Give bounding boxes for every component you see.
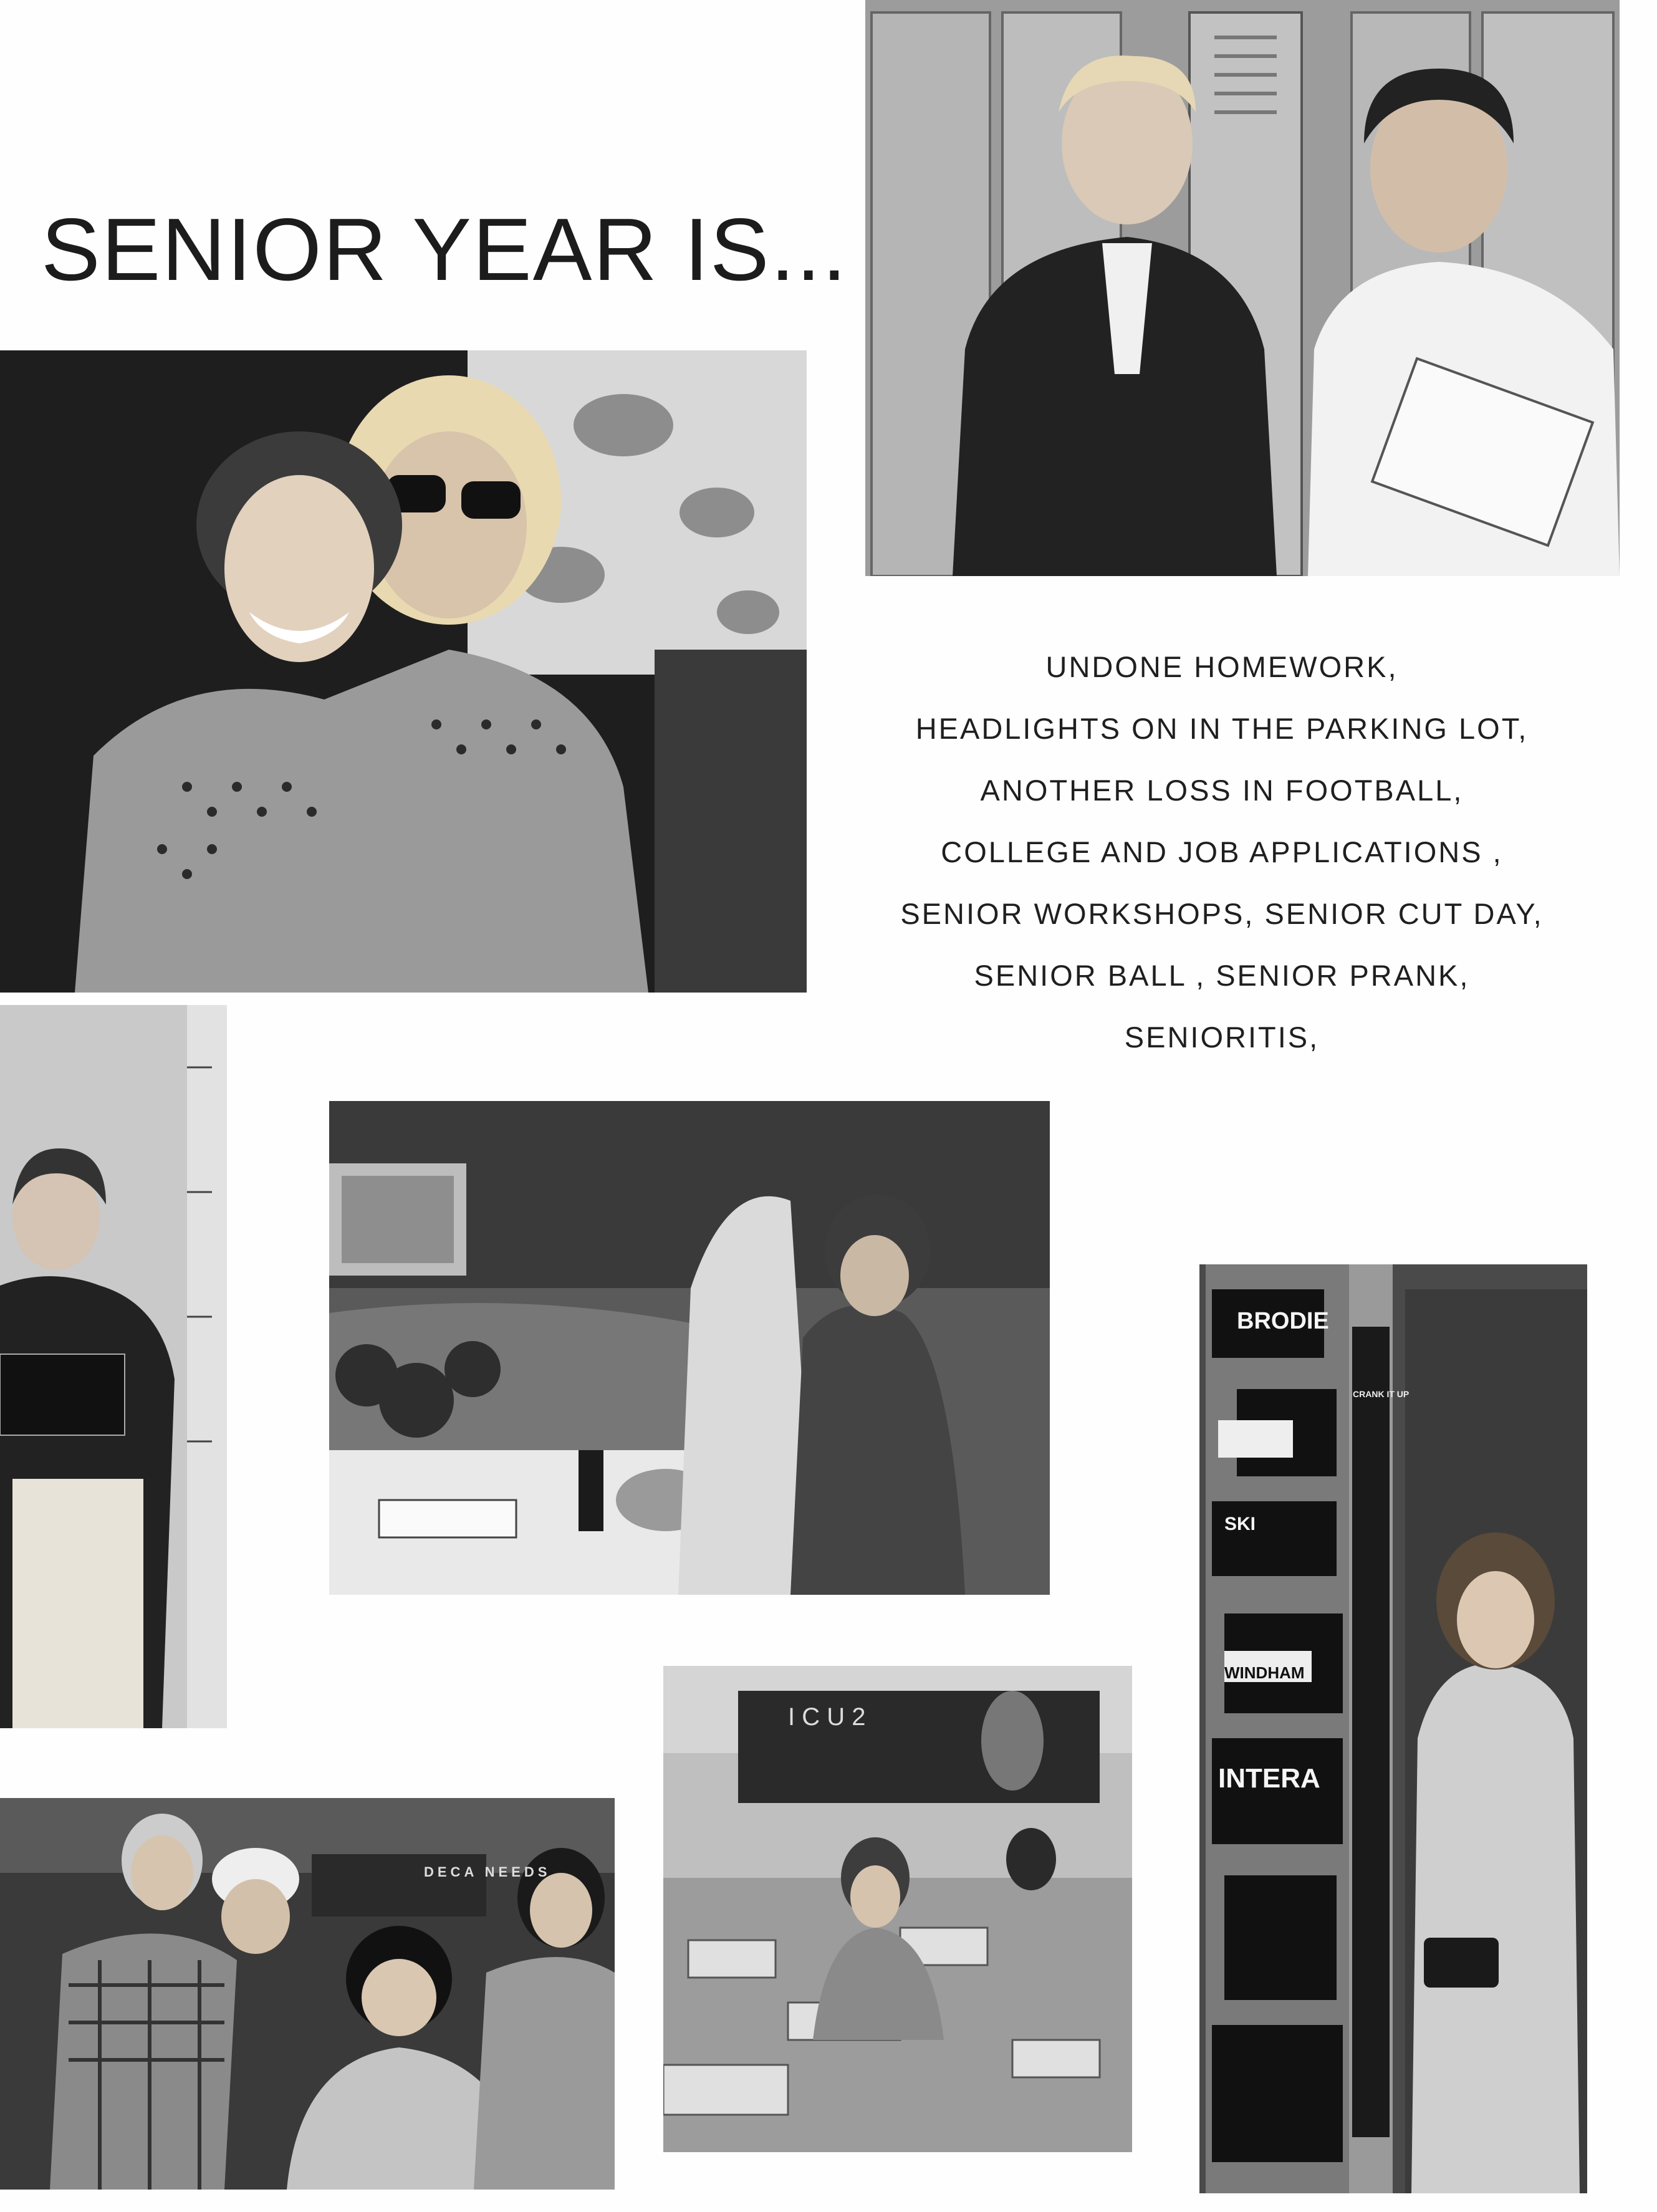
caption-line: SENIOR BALL , SENIOR PRANK, [974,959,1470,992]
caption-list [829,636,1615,1068]
photo-height-board [0,1005,227,1728]
caption-line: COLLEGE AND JOB APPLICATIONS , [941,835,1503,868]
caption-line: ANOTHER LOSS IN FOOTBALL, [980,774,1464,807]
sticker-windham: WINDHAM [1224,1663,1305,1682]
sticker-ski: SKI [1224,1514,1256,1534]
caption-line: SENIOR WORKSHOPS, SENIOR CUT DAY, [900,897,1544,930]
photo-picnic [329,1101,1050,1595]
photo-locker-stickers [1199,1264,1587,2193]
deca-sign: DECA NEEDS [424,1864,551,1880]
photo-classroom [663,1666,1132,2152]
caption-line: UNDONE HOMEWORK, [1045,650,1398,683]
sticker-intera: INTERA [1218,1763,1320,1794]
sticker-brodie: BRODIE [1237,1308,1329,1334]
caption-line: HEADLIGHTS ON IN THE PARKING LOT, [915,712,1529,745]
photo-deca-group [0,1798,615,2190]
photo-hug [0,350,807,993]
page-title: SENIOR YEAR IS... [41,200,848,299]
chalkboard-writing: I C U 2 [788,1703,866,1731]
sticker-crank: CRANK IT UP [1353,1389,1410,1399]
photo-lockers [865,0,1620,576]
caption-line: SENIORITIS, [1124,1021,1320,1054]
